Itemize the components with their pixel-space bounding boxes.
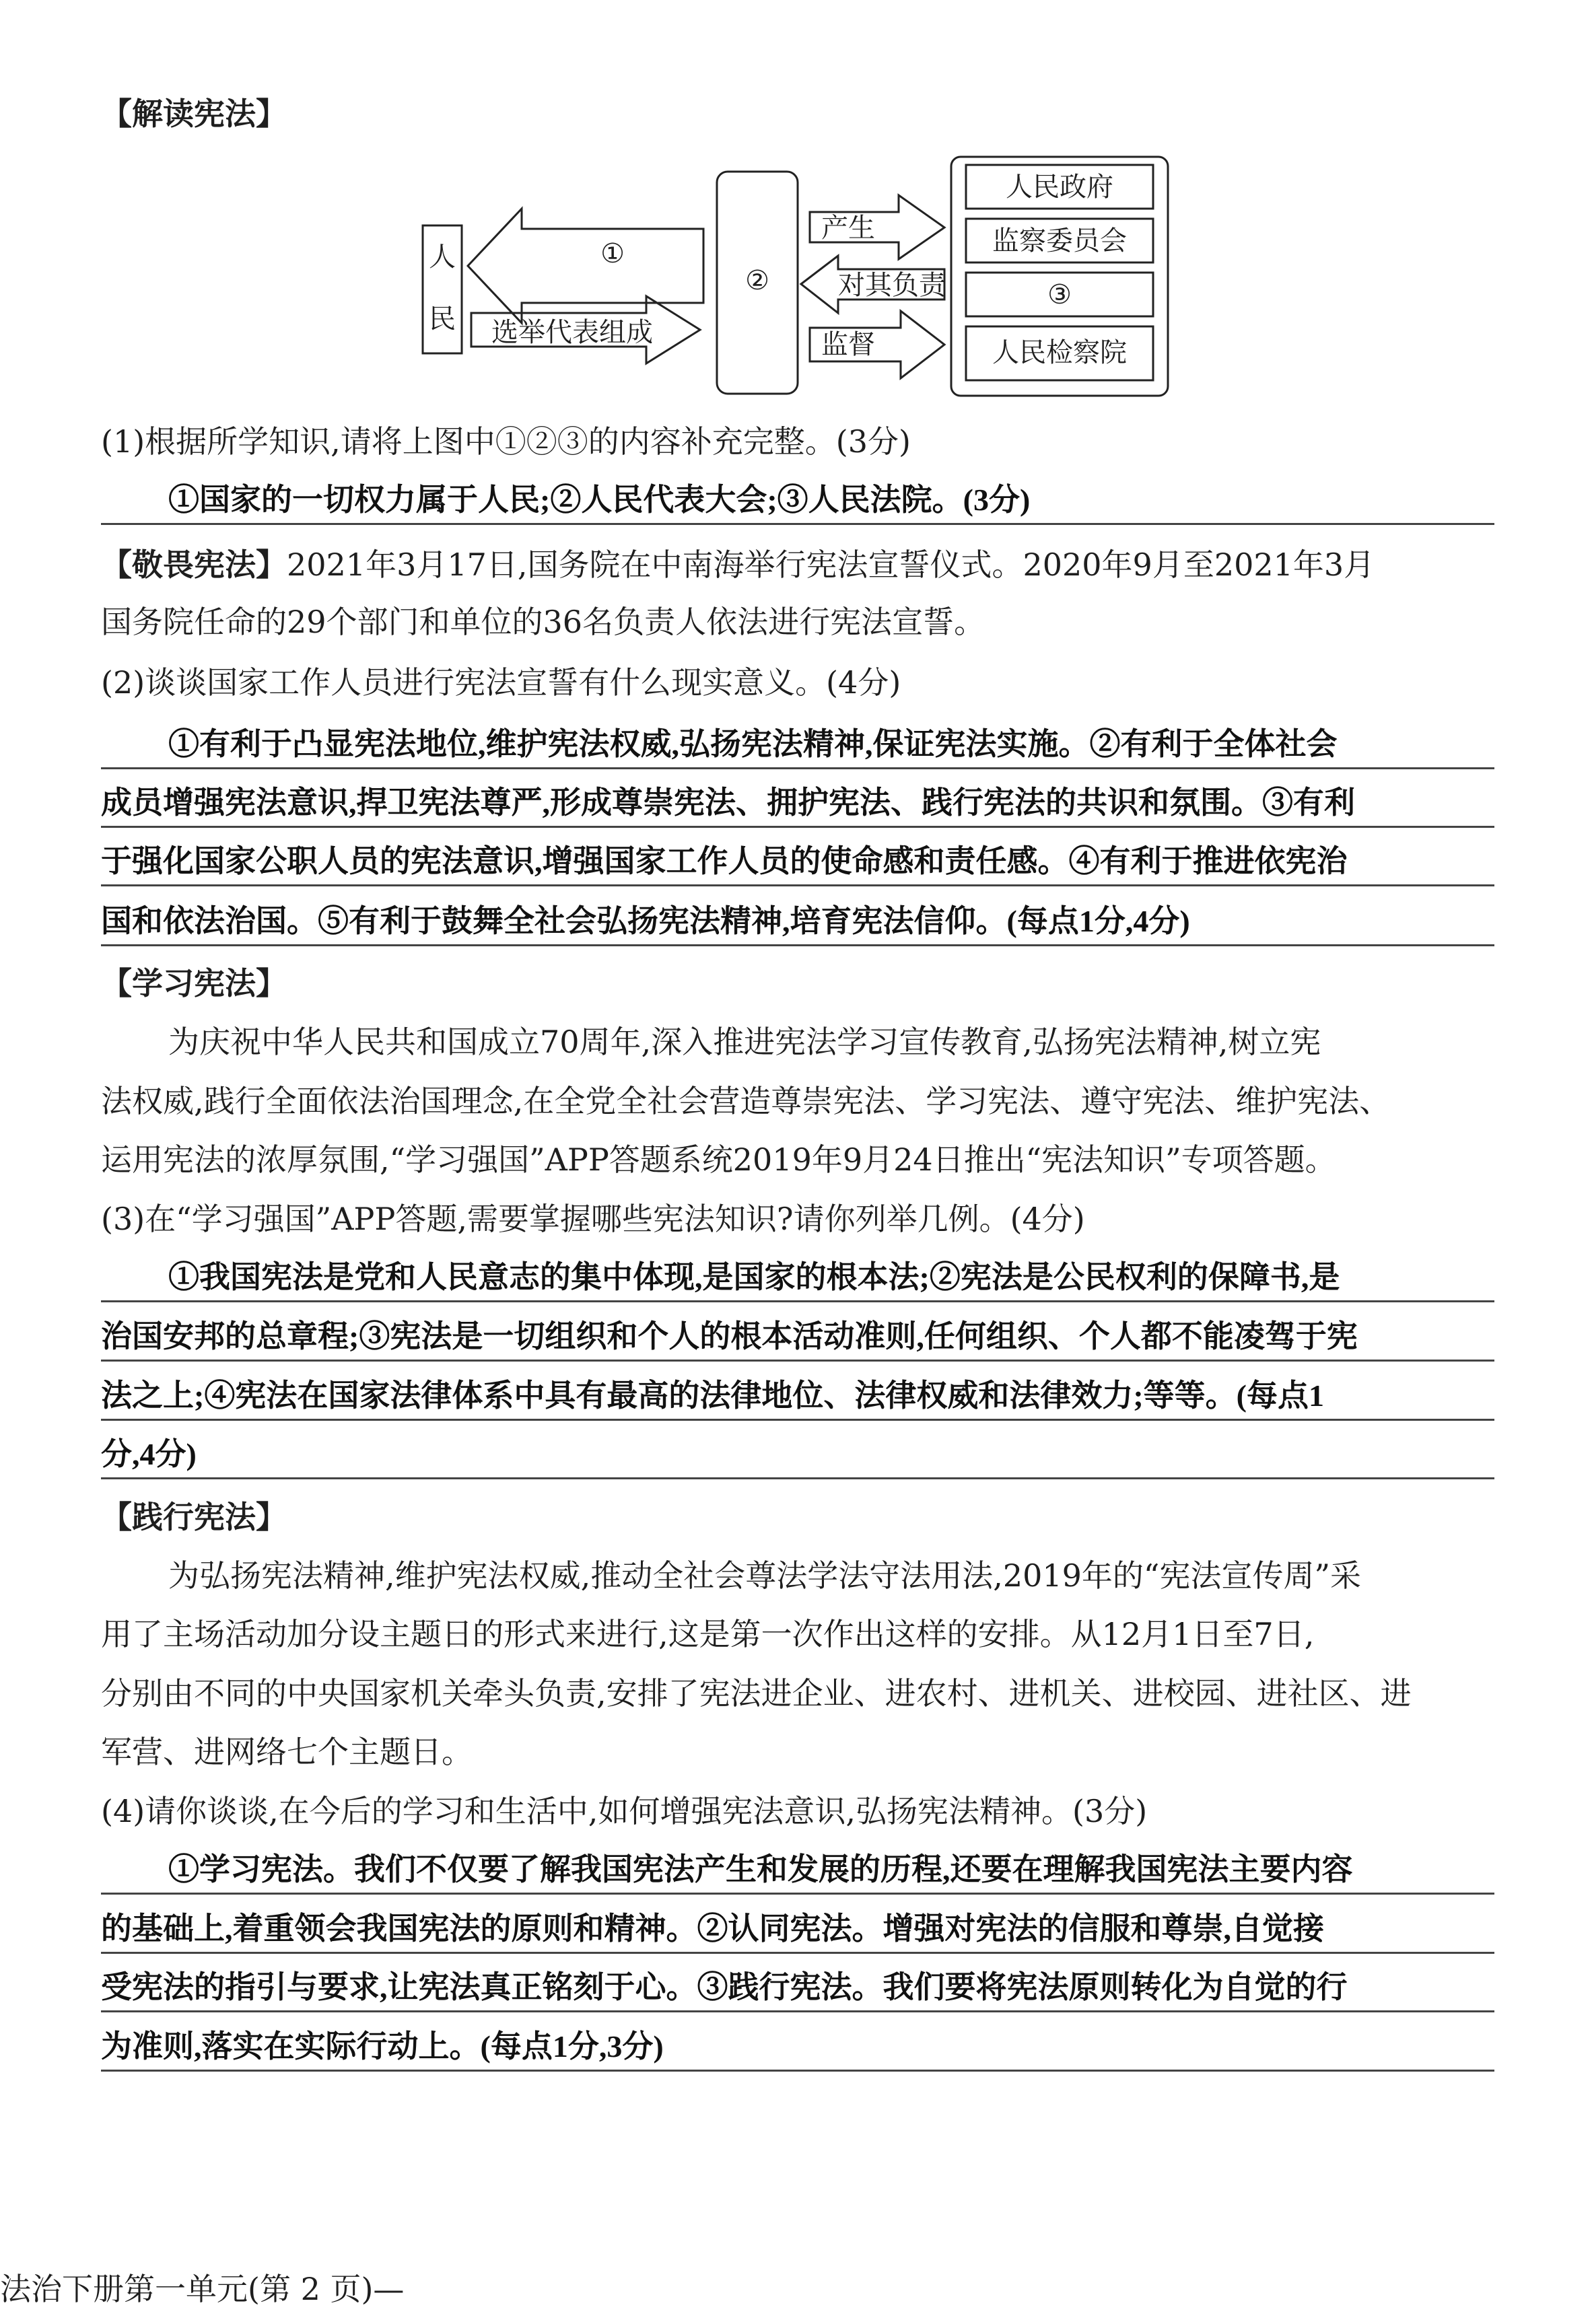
answer-rule [101,2010,1494,2012]
practice-para-2: 用了主场活动加分设主题日的形式来进行,这是第一次作出这样的安排。从12月1日至7日, [101,1616,1315,1652]
answer-2-line-3: 于强化国家公职人员的宪法意识,增强国家工作人员的使命感和责任感。④有利于推进依宪治 [101,844,1348,878]
answer-rule [101,944,1494,946]
answer-4-line-4: 为准则,落实在实际行动上。(每点1分,3分) [101,2029,664,2064]
gov-label: 人民政府 [1006,172,1113,203]
question-4: (4)请你谈谈,在今后的学习和生活中,如何增强宪法意识,弘扬宪法精神。(3分) [101,1793,1148,1829]
section-title-respect: 【敬畏宪法】 [101,547,287,583]
answer-rule [101,523,1494,525]
people-label-bottom: 民 [429,304,456,334]
question-2: (2)谈谈国家工作人员进行宪法宣誓有什么现实意义。(4分) [101,664,901,701]
answer-1: ①国家的一切权力属于人民;②人民代表大会;③人民法院。(3分) [168,483,1031,517]
section-title-practice: 【践行宪法】 [101,1499,287,1535]
section-title-learn: 【学习宪法】 [101,965,287,1001]
answer-rule [101,826,1494,828]
answer-2-line-2: 成员增强宪法意识,捍卫宪法尊严,形成尊崇宪法、拥护宪法、践行宪法的共识和氛围。③有利 [101,785,1355,820]
question-3: (3)在“学习强国”APP答题,需要掌握哪些宪法知识?请你列举几例。(4分) [101,1201,1085,1237]
practice-para-3: 分别由不同的中央国家机关牵头负责,安排了宪法进企业、进农村、进机关、进校园、进社区、进 [101,1675,1412,1712]
responsible-label: 对其负责 [838,270,946,301]
supervision-label: 监察委员会 [992,225,1127,256]
answer-rule [101,1893,1494,1895]
produce-label: 产生 [821,213,875,244]
question-1: (1)根据所学知识,请将上图中①②③的内容补充完整。(3分) [101,423,911,460]
learn-para-1: 为庆祝中华人民共和国成立70周年,深入推进宪法学习宣传教育,弘扬宪法精神,树立宪 [168,1024,1321,1060]
answer-rule [101,1477,1494,1479]
answer-rule [101,884,1494,886]
answer-rule [101,1419,1494,1421]
answer-rule [101,767,1494,769]
learn-para-3: 运用宪法的浓厚氛围,“学习强国”APP答题系统2019年9月24日推出“宪法知识”专项答题。 [101,1141,1336,1178]
learn-para-2: 法权威,践行全面依法治国理念,在全党全社会营造尊崇宪法、学习宪法、遵守宪法、维护宪法、 [101,1083,1391,1119]
answer-rule [101,1952,1494,1954]
respect-para-1: 2021年3月17日,国务院在中南海举行宪法宣誓仪式。2020年9月至2021年3月 [287,547,1375,583]
answer-rule [101,2070,1494,2072]
section-title-interpret: 【解读宪法】 [101,96,287,132]
arrow-label-1: ① [600,238,625,269]
answer-2-line-1: ①有利于凸显宪法地位,维护宪法权威,弘扬宪法精神,保证宪法实施。②有利于全体社会 [168,727,1338,761]
answer-rule [101,1360,1494,1362]
answer-3-line-3: 法之上;④宪法在国家法律体系中具有最高的法律地位、法律权威和法律效力;等等。(每点1 [101,1378,1324,1413]
center-label: ② [745,265,769,296]
supervise-label: 监督 [821,329,875,360]
section-respect [101,544,1375,586]
people-label-top: 人 [429,242,456,273]
answer-4-line-3: 受宪法的指引与要求,让宪法真正铭刻于心。③践行宪法。我们要将宪法原则转化为自觉的行 [101,1970,1348,2004]
answer-4-line-1: ①学习宪法。我们不仅要了解我国宪法产生和发展的历程,还要在理解我国宪法主要内容 [168,1852,1353,1887]
page-footer: 法治下册第一单元(第 2 页)— [0,2271,405,2307]
procuratorate-label: 人民检察院 [992,337,1127,368]
answer-rule [101,1300,1494,1302]
answer-3-line-2: 治国安邦的总章程;③宪法是一切组织和个人的根本活动准则,任何组织、个人都不能凌驾于宪 [101,1319,1358,1353]
answer-2-line-4: 国和依法治国。⑤有利于鼓舞全社会弘扬宪法精神,培育宪法信仰。(每点1分,4分) [101,904,1190,938]
practice-para-4: 军营、进网络七个主题日。 [101,1734,473,1770]
practice-para-1: 为弘扬宪法精神,维护宪法权威,推动全社会尊法学法守法用法,2019年的“宪法宣传周”采 [168,1557,1361,1594]
power-arrow-left [468,209,703,323]
answer-4-line-2: 的基础上,着重领会我国宪法的原则和精神。②认同宪法。增强对宪法的信服和尊崇,自觉接 [101,1911,1324,1946]
court-label: ③ [1047,279,1072,310]
answer-3-line-1: ①我国宪法是党和人民意志的集中体现,是国家的根本法;②宪法是公民权利的保障书,是 [168,1260,1340,1294]
respect-para-2: 国务院任命的29个部门和单位的36名负责人依法进行宪法宣誓。 [101,604,985,640]
power-structure-diagram [417,151,1185,400]
arrow-label-elect: 选举代表组成 [491,317,653,348]
answer-3-line-4: 分,4分) [101,1437,197,1471]
